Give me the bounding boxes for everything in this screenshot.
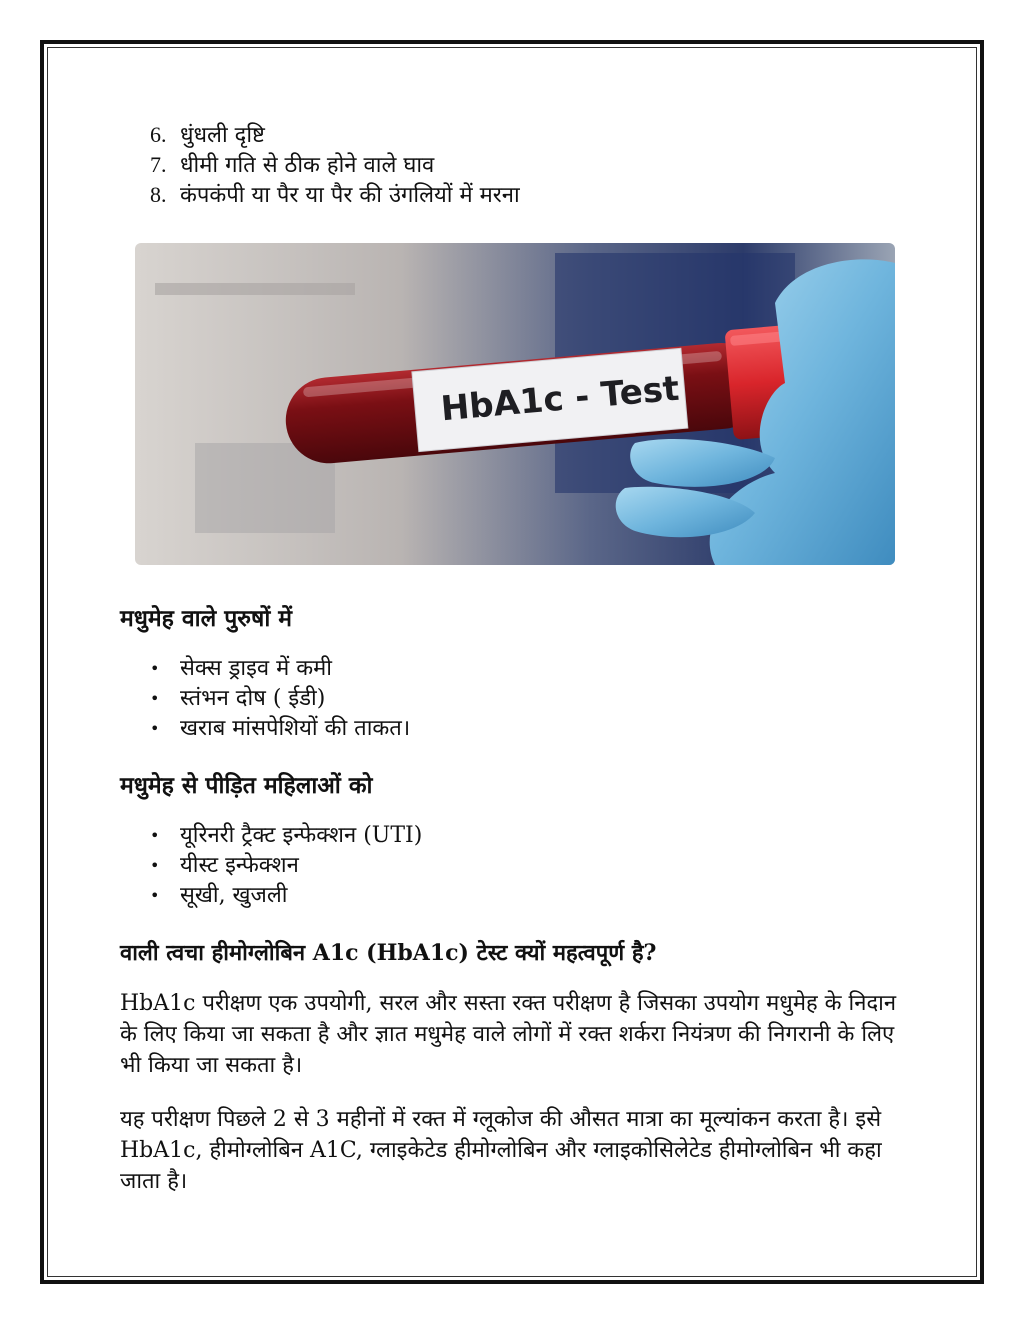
list-item: • सेक्स ड्राइव में कमी [150,654,410,684]
list-item-number: 7. [150,152,167,177]
list-item: • खराब मांसपेशियों की ताकत। [150,714,410,744]
list-item-number: 6. [150,122,167,147]
women-symptoms-list [150,821,422,911]
tube-label: HbA1c - Test [439,368,681,430]
list-item: • यीस्ट इन्फेक्शन [150,851,422,881]
men-symptoms-list [150,654,410,744]
women-section-heading: मधुमेह से पीड़ित महिलाओं को [120,772,373,799]
list-item: • सूखी, खुजली [150,881,422,911]
list-item-number: 8. [150,182,167,207]
list-item-text: धीमी गति से ठीक होने वाले घाव [180,153,435,178]
test-paragraph-2: यह परीक्षण पिछले 2 से 3 महीनों में रक्त में ग्लूकोज की औसत मात्रा का मूल्यांकन करता है। इसे HbA1c, हीमोग्लोबिन A1C, ग्लाइकेटेड हीमोग्लोबिन और ग्लाइकोसिलेटेड हीमोग्लोबिन भी कहा जाता है। [120,1107,882,1194]
hba1c-test-tube-photo [135,243,895,565]
test-section-heading: वाली त्वचा हीमोग्लोबिन A1c (HbA1c) टेस्ट क्यों महत्वपूर्ण है? [120,940,657,966]
list-item-text: धुंधली दृष्टि [180,123,265,148]
list-item [150,180,520,210]
symptoms-list [150,120,520,210]
list-item [150,150,520,180]
test-paragraph-1: HbA1c परीक्षण एक उपयोगी, सरल और सस्ता रक्त परीक्षण है जिसका उपयोग मधुमेह के निदान के लिए किया जा सकता है और ज्ञात मधुमेह वाले लोगों में रक्त शर्करा नियंत्रण की निगरानी के लिए भी किया जा सकता है। [120,991,897,1078]
list-item: • स्तंभन दोष ( ईडी) [150,684,410,714]
list-item-text: कंपकंपी या पैर या पैर की उंगलियों में मरना [180,183,520,208]
men-section-heading: मधुमेह वाले पुरुषों में [120,605,293,632]
list-item: • यूरिनरी ट्रैक्ट इन्फेक्शन (UTI) [150,821,422,851]
list-item [150,120,520,150]
